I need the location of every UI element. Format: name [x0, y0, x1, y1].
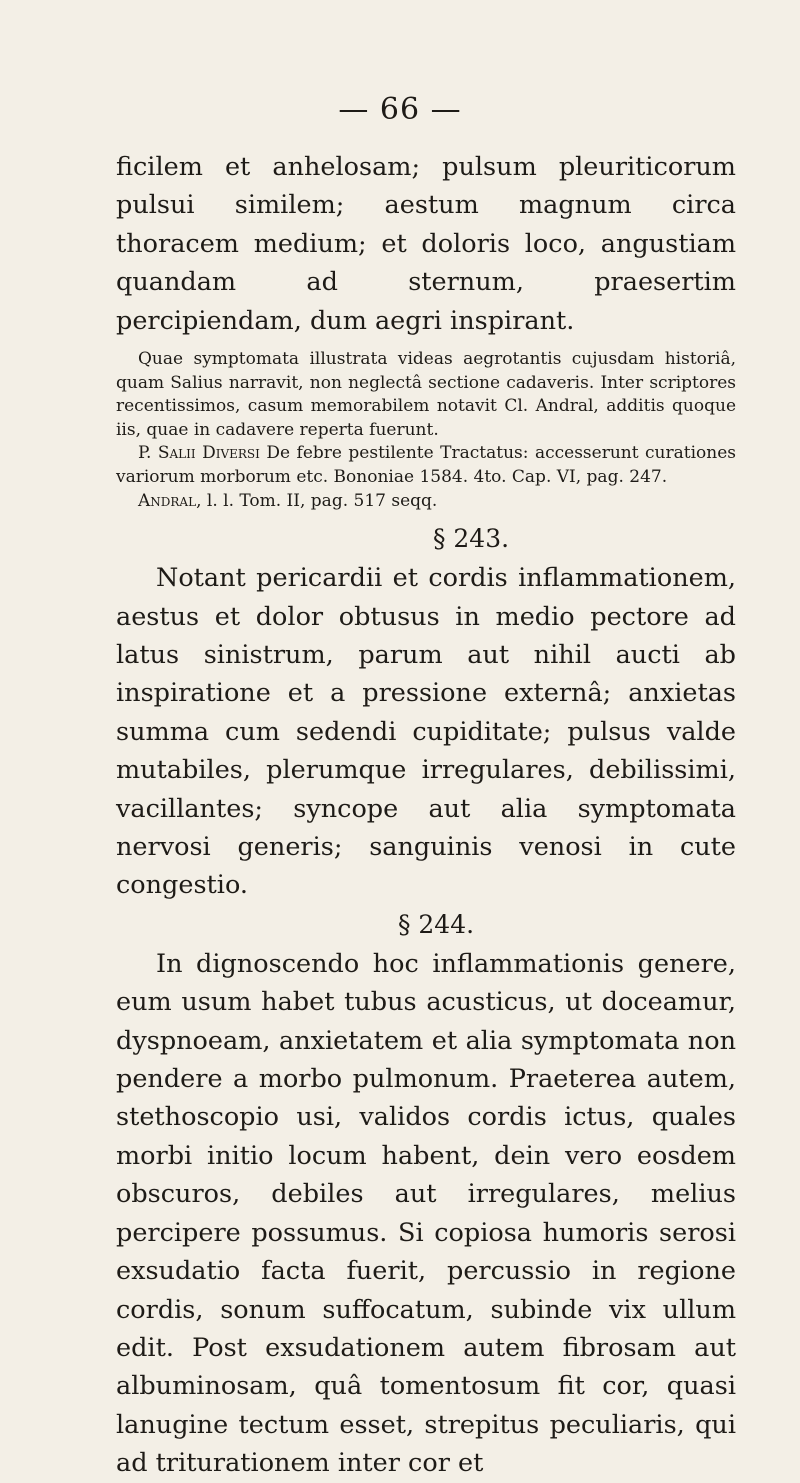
section-heading-243: § 243.	[432, 524, 510, 554]
page-body	[116, 148, 736, 1483]
reference-andral	[116, 490, 736, 514]
footnote-salius-andral: Quae symptomata illustrata videas aegrotantis cujusdam historiâ, quam Salius narravit, non neglectâ sectione cadaveris. Inter scriptores recentissimos, casum memorabilem notavit Cl. Andral, additis quoque iis, quae in cadavere reperta fuerunt.	[116, 349, 736, 440]
page-number: — 66 —	[338, 92, 462, 127]
paragraph-continuation: ficilem et anhelosam; pulsum pleuriticorum pulsui similem; aestum magnum circa thoracem medium; et doloris loco, angustiam quandam ad sternum, praesertim percipiendam, dum aegri inspirant.	[116, 152, 736, 336]
paragraph-diagnosis: In dignoscendo hoc inflammationis genere, eum usum habet tubus acusticus, ut doceamur, dyspnoeam, anxietatem et alia symptomata non pendere a morbo pulmonum. Praeterea autem, stethoscopio usi, validos cordis ictus, quales morbi initio locum habent, dein vero eosdem obscuros, debiles aut irregulares, melius percipere possumus. Si copiosa humoris serosi exsudatio facta fuerit, percussio in regione cordis, sonum suffocatum, subinde vix ullum edit. Post exsudationem autem fibrosam aut albuminosam, quâ tomentosum fit cor, quasi lanugine tectum esset, strepitus peculiaris, qui ad triturationem inter cor et	[116, 948, 736, 1479]
paragraph-pericarditis: Notant pericardii et cordis inflammationem, aestus et dolor obtusus in medio pectore ad latus sinistrum, parum aut nihil aucti ab inspiratione et a pressione externâ; anxietas summa cum sedendi cupiditate; pulsus valde mutabiles, plerumque irregulares, debilissimi, vacillantes; syncope aut alia symptomata nervosi generis; sanguinis venosi in cute congestio.	[116, 563, 736, 901]
reference-andral-text: , l. l. Tom. II, pag. 517 seqq.	[196, 490, 438, 511]
reference-salius-text: De febre pestilente Tractatus: accesserunt curationes variorum morborum etc. Bononiae 1584. 4to. Cap. VI, pag. 247.	[116, 443, 737, 487]
reference-salius	[116, 442, 736, 489]
reference-andral-author: Andral	[138, 490, 197, 511]
reference-salius-author: P. Salii Diversi	[138, 443, 260, 464]
section-heading-244: § 244.	[397, 909, 475, 939]
